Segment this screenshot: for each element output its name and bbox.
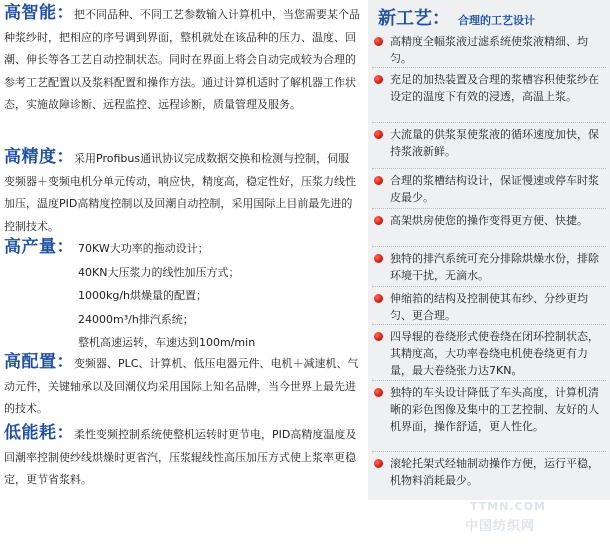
- capacity-item: 整机高速运转，车速达到100m/min: [78, 336, 256, 349]
- red-bullet-icon: [374, 294, 383, 303]
- divider: [372, 67, 606, 68]
- divider: [372, 286, 606, 287]
- divider: [372, 122, 606, 123]
- divider: [372, 324, 606, 325]
- text-lowenergy: 柔性变频控制系统使整机运转时更节电，PID高精度温度及回潮率控制使纱线烘燥时更省汽，压浆辊线性高压加压方式使上浆率更稳定，更节省浆料。: [4, 428, 357, 486]
- capacity-list: [78, 237, 358, 355]
- watermark-site-name: 中国纺织网: [465, 519, 536, 534]
- red-bullet-icon: [374, 332, 383, 341]
- red-bullet-icon: [374, 130, 383, 139]
- heading-capacity: 高产量：: [4, 237, 74, 257]
- heading-config: 高配置：: [4, 352, 74, 372]
- heading-intelligent: 高智能：: [4, 3, 74, 23]
- divider: [372, 380, 606, 381]
- heading-precision: 高精度：: [4, 147, 74, 167]
- capacity-item: 24000m³/h排汽系统；: [78, 312, 194, 326]
- subheading-process-design: 合理的工艺设计: [458, 14, 535, 27]
- section-intelligent: [4, 2, 360, 117]
- heading-new-process: 新工艺：: [378, 8, 450, 29]
- watermark-domain: TTMN.COM: [470, 500, 546, 513]
- red-bullet-icon: [374, 75, 383, 84]
- capacity-item: 40KN大压浆力的线性加压方式；: [78, 265, 240, 279]
- divider: [372, 168, 606, 169]
- capacity-item: 1000kg/h烘燥量的配置；: [78, 289, 208, 302]
- text-precision: 采用Profibus通讯协议完成数据交换和检测与控制，伺服变频器＋变频电机分单元传动，响应快，精度高，稳定性好，压浆力线性加压，温度PID高精度控制以及回潮自动控制，采用国际上目前最先进的控制技术。: [4, 152, 356, 233]
- red-bullet-icon: [374, 176, 383, 185]
- divider: [372, 246, 606, 247]
- text-intelligent: 把不同品种、不同工艺参数输入计算机中，当您需要某个品种浆纱时，把相应的序号调到界面，整机就处在该品种的压力、温度、回潮、伸长等各工艺自动控制状态。同时在界面上将会自动完成较为合理的参考工艺配置以及浆料配置和操作方法。通过计算机适时了解机器工作状态，实施故障诊断、远程监控、远程诊断，质量管理及服务。: [4, 8, 360, 111]
- red-bullet-icon: [374, 388, 383, 397]
- heading-lowenergy: 低能耗：: [4, 423, 74, 443]
- section-precision: [4, 146, 360, 238]
- capacity-item: 70KW大功率的拖动设计；: [78, 242, 209, 255]
- section-config: [4, 351, 360, 421]
- text-config: 变频器、PLC、计算机、低压电器元件、电机＋减速机、气动元件，关键轴承以及回潮仪均采用国际上知名品牌，当今世界上最先进的技术。: [4, 357, 359, 415]
- red-bullet-icon: [374, 254, 383, 263]
- right-title: [378, 4, 535, 30]
- red-bullet-icon: [374, 216, 383, 225]
- divider: [372, 451, 606, 452]
- red-bullet-icon: [374, 37, 383, 46]
- divider: [372, 208, 606, 209]
- section-lowenergy: [4, 422, 360, 492]
- red-bullet-icon: [374, 459, 383, 468]
